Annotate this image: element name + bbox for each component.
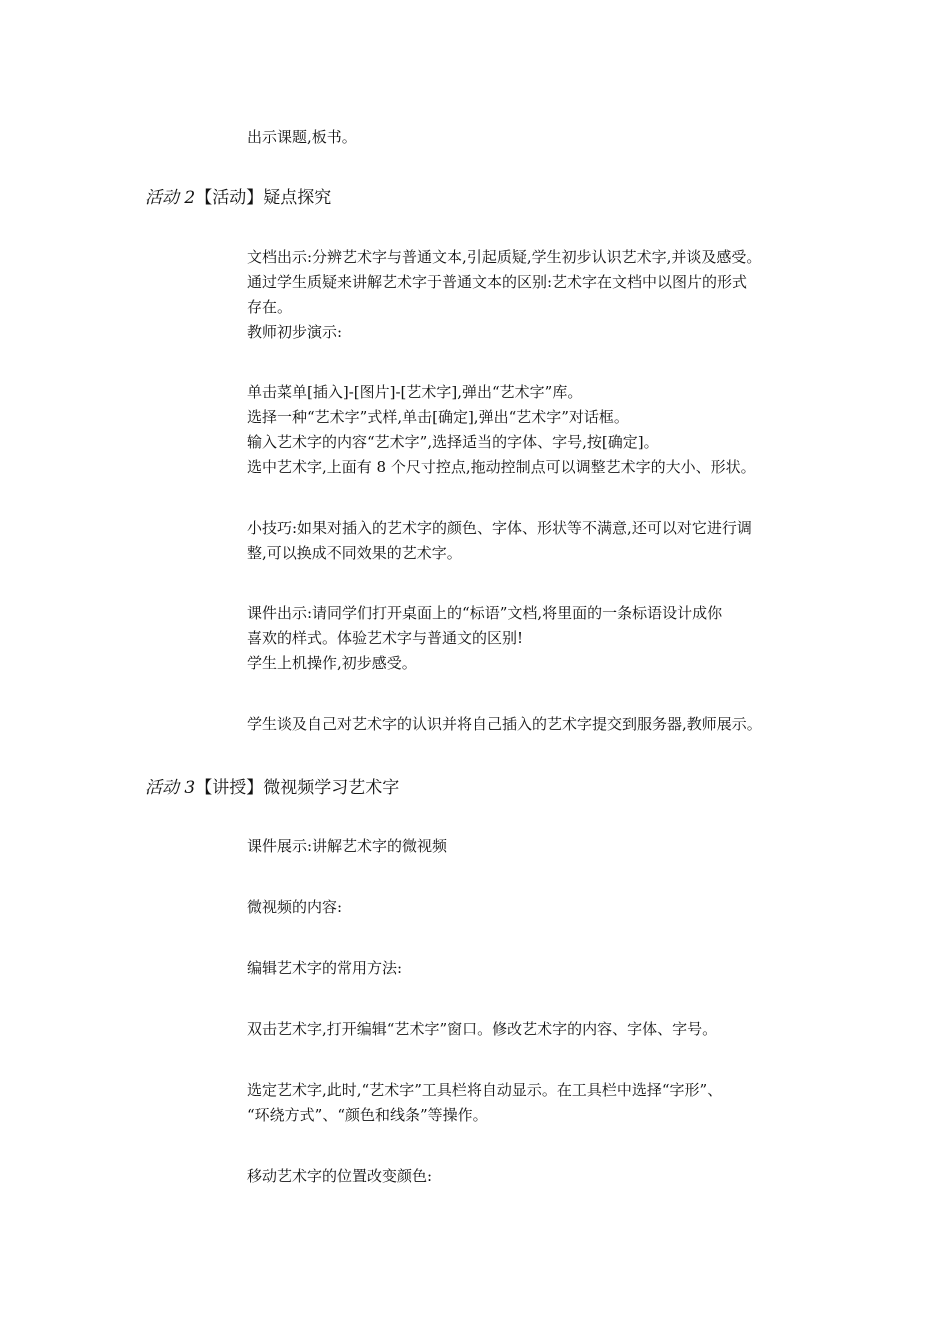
paragraph-line: 存在。	[247, 298, 293, 316]
courseware-line: 课件出示:请同学们打开桌面上的“标语”文档,将里面的一条标语设计成你	[247, 604, 723, 622]
activity-2-title: 疑点探究	[263, 188, 332, 208]
step-line: 单击菜单[插入]-[图片]-[艺术字],弹出“艺术字”库。	[247, 383, 583, 401]
tip-line: 小技巧:如果对插入的艺术字的颜色、字体、形状等不满意,还可以对它进行调	[247, 519, 752, 537]
paragraph-line: 教师初步演示:	[247, 323, 343, 341]
paragraph-line: 通过学生质疑来讲解艺术字于普通文本的区别:艺术字在文档中以图片的形式	[247, 273, 748, 291]
intro-line: 出示课题,板书。	[247, 128, 357, 146]
paragraph-line: 文档出示:分辨艺术字与普通文本,引起质疑,学生初步认识艺术字,并谈及感受。	[247, 248, 762, 266]
select-line: “环绕方式”、“颜色和线条”等操作。	[247, 1106, 488, 1124]
activity-3-title: 微视频学习艺术字	[263, 778, 400, 798]
activity-2-tag: 【活动】	[195, 188, 264, 208]
courseware-line: 喜欢的样式。体验艺术字与普通文的区别!	[247, 629, 524, 647]
step-line: 选中艺术字,上面有 8 个尺寸控点,拖动控制点可以调整艺术字的大小、形状。	[247, 458, 756, 476]
select-line: 选定艺术字,此时,“艺术字”工具栏将自动显示。在工具栏中选择“字形”、	[247, 1081, 723, 1099]
activity-3-tag: 【讲授】	[195, 778, 264, 798]
double-click-line: 双击艺术字,打开编辑“艺术字”窗口。修改艺术字的内容、字体、字号。	[247, 1020, 718, 1038]
step-line: 选择一种“艺术字”式样,单击[确定],弹出“艺术字”对话框。	[247, 408, 629, 426]
activity-2-heading	[145, 186, 331, 210]
activity-3-heading	[145, 776, 399, 800]
step-line: 输入艺术字的内容“艺术字”,选择适当的字体、字号,按[确定]。	[247, 433, 659, 451]
move-line: 移动艺术字的位置改变颜色:	[247, 1167, 433, 1185]
activity-2-label: 活动 2	[145, 188, 196, 208]
tip-line: 整,可以换成不同效果的艺术字。	[247, 544, 462, 562]
courseware-show-line: 课件展示:讲解艺术字的微视频	[247, 837, 448, 855]
edit-methods-line: 编辑艺术字的常用方法:	[247, 959, 403, 977]
courseware-line: 学生上机操作,初步感受。	[247, 654, 417, 672]
video-content-line: 微视频的内容:	[247, 898, 343, 916]
activity-3-label: 活动 3	[145, 778, 196, 798]
discussion-line: 学生谈及自己对艺术字的认识并将自己插入的艺术字提交到服务器,教师展示。	[247, 715, 762, 733]
